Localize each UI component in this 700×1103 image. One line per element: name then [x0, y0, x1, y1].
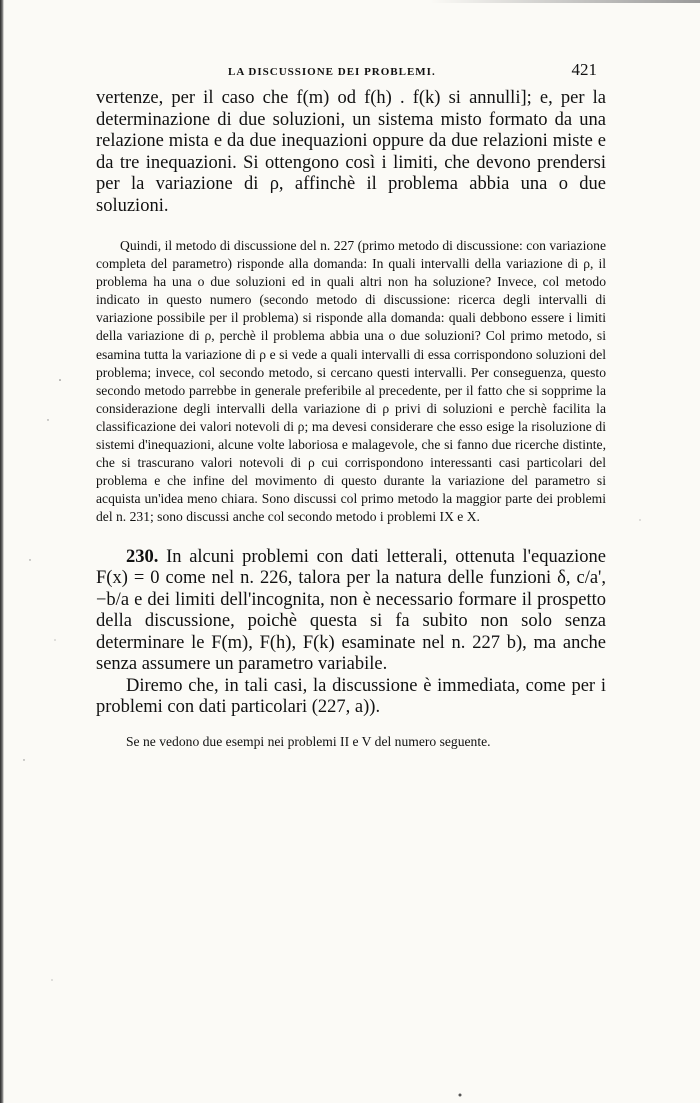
- page-body: [96, 88, 606, 751]
- page-header: [100, 60, 605, 84]
- page-edge-left: [0, 0, 4, 1103]
- paragraph-method-comparison: Quindi, il metodo di discussione del n. 227 (primo metodo di discussione: con variazione completa del parametro) risponde alla domanda: In quali intervalli della variazione di ρ, il problema ha una o due soluzioni ed in quali altri non ha soluzione? Invece, col metodo indicato in questo numero (secondo metodo di discussione: ricerca degli intervalli di variazione possibile per il problema) si risponde alla domanda: quali debbono essere i limiti della variazione di ρ, perchè il problema abbia una o due soluzioni? Col primo metodo, si esamina tutta la variazione di ρ e si vede a quali intervalli di essa corrispondono soluzioni del problema; invece, col secondo metodo, si cercano questi intervalli. Per conseguenza, questo secondo metodo parrebbe in generale preferibile al precedente, per il fatto che si sopprime la considerazione degli intervalli della variazione di ρ privi di soluzioni e perchè facilita la classificazione dei valori notevoli di ρ; ma devesi considerare che esso esige la risoluzione di sistemi d'inequazioni, alcune volte laboriosa e malagevole, che si fanno due ricerche distinte, che si trascurano valori notevoli di ρ cui corrispondono interessanti casi particolari del problema e che infine del movimento di questo durante la variazione del parametro si acquista un'idea meno chiara. Sono discussi col primo metodo la maggior parte dei problemi del n. 231; sono discussi anche col secondo metodo i problemi IX e X.: [96, 238, 606, 525]
- paragraph-continuation: vertenze, per il caso che f(m) od f(h) . f(k) si annulli]; e, per la determinazione di due soluzioni, un sistema misto formato da una relazione mista e da due inequazioni oppure da due relazioni miste e da tre inequazioni. Si ottengono così i limiti, che devono prendersi per la variazione di ρ, affinchè il problema abbia una o due soluzioni.: [96, 88, 606, 216]
- section-230: [96, 547, 606, 676]
- page-edge-top: [430, 0, 700, 3]
- page-number: 421: [571, 60, 597, 79]
- paragraph-examples-note: Se ne vedono due esempi nei problemi II e V del numero seguente.: [126, 733, 491, 749]
- paragraph-immediate-discussion: Diremo che, in tali casi, la discussione è immediata, come per i problemi con dati particolari (227, a)).: [96, 675, 606, 717]
- running-title: LA DISCUSSIONE DEI PROBLEMI.: [228, 66, 436, 78]
- section-230-text: In alcuni problemi con dati letterali, ottenuta l'equazione F(x) = 0 come nel n. 226, talora per la natura delle funzioni δ, c/a', −b/a e dei limiti dell'incognita, non è necessario formare il prospetto della discussione, poichè questa si fa subito non solo senza determinare le F(m), F(h), F(k) esaminate nel n. 227 b), ma anche senza assumere un parametro variabile.: [96, 546, 606, 674]
- section-number: 230.: [126, 546, 159, 567]
